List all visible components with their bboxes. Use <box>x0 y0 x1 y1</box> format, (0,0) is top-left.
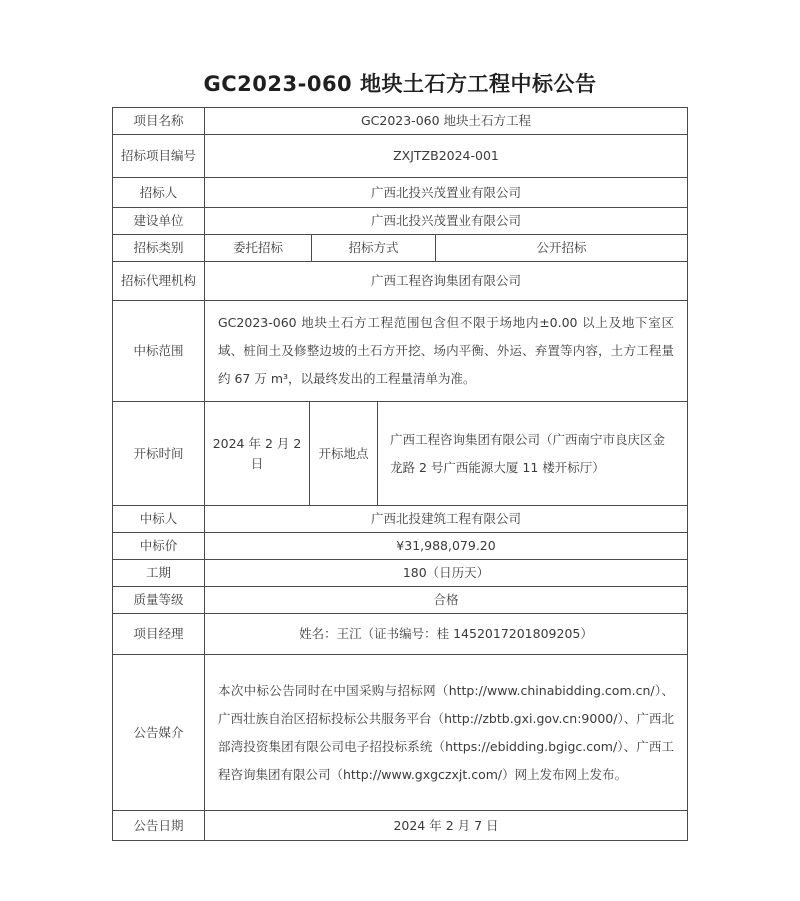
row-label: 项目经理 <box>113 614 205 654</box>
award-scope-text: GC2023-060 地块土石方工程范围包含但不限于场地内±0.00 以上及地下室区域、桩间土及修整边坡的土石方开挖、场内平衡、外运、弃置等内容，土方工程量约 67 万 m³，以最终发出的工程量清单为准。 <box>218 315 674 387</box>
row-label: 招标项目编号 <box>113 135 205 177</box>
row-label: 招标类别 <box>113 235 205 261</box>
announcement-media-text: 本次中标公告同时在中国采购与招标网（http://www.chinabidding.com.cn/）、广西壮族自治区招标投标公共服务平台（http://zbtb.gxi.gov.cn:9000/）、广西北部湾投资集团有限公司电子招投标系统（https://ebidding.bgigc.com/）、广西工程咨询集团有限公司（http://www.gxgczxjt.com/）网上发布网上发布。 <box>218 682 674 782</box>
row-label: 公告媒介 <box>113 655 205 810</box>
bid-opening-time-value: 2024 年 2 月 2 日 <box>205 402 310 505</box>
row-label: 招标代理机构 <box>113 262 205 300</box>
tender-method-value: 公开招标 <box>536 240 587 255</box>
table-row-duration <box>113 560 687 587</box>
row-value: 合格 <box>433 592 459 608</box>
table-row-project-manager <box>113 614 687 655</box>
table-row-announcement-media <box>113 655 687 811</box>
row-label: 质量等级 <box>113 587 205 613</box>
table-row-winning-price <box>113 533 687 560</box>
row-value: 广西北投兴茂置业有限公司 <box>370 184 521 200</box>
row-label: 项目名称 <box>113 108 205 134</box>
row-label: 公告日期 <box>113 811 205 840</box>
tender-method-label: 招标方式 <box>312 235 436 261</box>
table-row-quality-grade <box>113 587 687 614</box>
row-value: 180（日历天） <box>402 565 490 581</box>
row-label: 中标范围 <box>113 301 205 401</box>
page-title: GC2023-060 地块土石方工程中标公告 <box>203 72 597 96</box>
table-row-tender-project-no <box>113 135 687 178</box>
row-value: 广西北投兴茂置业有限公司 <box>370 213 521 228</box>
table-row-bid-opening <box>113 402 687 506</box>
table-row-project-name <box>113 108 687 135</box>
announcement-table <box>112 107 688 841</box>
row-label: 建设单位 <box>113 208 205 234</box>
bid-opening-time-label: 开标时间 <box>113 402 205 505</box>
row-value: 广西北投建筑工程有限公司 <box>370 511 521 527</box>
table-row-award-scope <box>113 301 687 402</box>
bid-opening-place-label: 开标地点 <box>310 402 378 505</box>
table-row-tender-agency <box>113 262 687 301</box>
row-value: ZXJTZB2024-001 <box>393 148 499 163</box>
table-row-tenderer <box>113 178 687 208</box>
table-row-winner <box>113 506 687 533</box>
row-label: 中标人 <box>113 506 205 532</box>
row-label: 工期 <box>113 560 205 586</box>
table-row-announcement-date <box>113 811 687 840</box>
row-value: ¥31,988,079.20 <box>396 538 496 554</box>
row-value: GC2023-060 地块土石方工程 <box>360 113 532 128</box>
bid-opening-place-value: 广西工程咨询集团有限公司（广西南宁市良庆区金龙路 2 号广西能源大厦 11 楼开标厅） <box>390 432 666 475</box>
row-value: 广西工程咨询集团有限公司 <box>370 273 521 288</box>
table-row-construction-unit <box>113 208 687 235</box>
row-value: 姓名：王江（证书编号：桂 1452017201809205） <box>299 626 593 642</box>
row-label: 招标人 <box>113 178 205 207</box>
tender-category-value: 委托招标 <box>205 235 312 261</box>
row-label: 中标价 <box>113 533 205 559</box>
table-row-tender-category <box>113 235 687 262</box>
row-value: 2024 年 2 月 7 日 <box>393 817 499 833</box>
